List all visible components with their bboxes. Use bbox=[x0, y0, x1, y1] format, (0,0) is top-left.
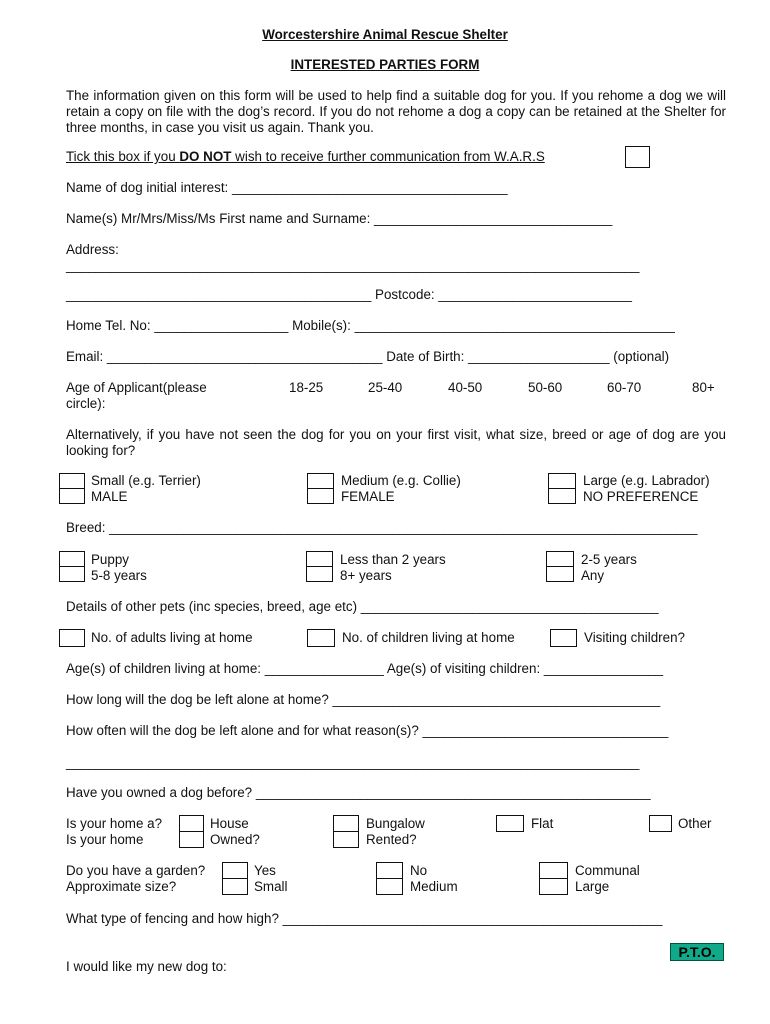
bungalow-label: Bungalow bbox=[366, 816, 425, 831]
dog-interest-field[interactable]: Name of dog initial interest: _____________________________________ bbox=[66, 180, 508, 195]
age-option[interactable]: 50-60 bbox=[528, 380, 563, 395]
other-pets-field[interactable]: Details of other pets (inc species, breed, age etc) ________________________________________ bbox=[66, 599, 659, 614]
optout-label: Tick this box if you DO NOT wish to receive further communication from W.A.R.S bbox=[66, 149, 545, 164]
yes-label: Yes bbox=[254, 863, 276, 878]
phone-field[interactable]: Home Tel. No: __________________ Mobile(s): ___________________________________________ bbox=[66, 318, 675, 333]
size-option-label: Medium (e.g. Collie) bbox=[341, 473, 461, 488]
age-label-cont: circle): bbox=[66, 396, 106, 411]
dog-age-label: 2-5 years bbox=[581, 552, 637, 567]
children-ages-field[interactable]: Age(s) of children living at home: ________________ Age(s) of visiting children: ________________ bbox=[66, 661, 664, 676]
address-line[interactable]: _____________________________________________________________________________ bbox=[66, 258, 640, 273]
sex-nopref-checkbox[interactable] bbox=[548, 488, 576, 504]
address-label: Address: bbox=[66, 242, 119, 257]
dog-age-label: Puppy bbox=[91, 552, 129, 567]
garden-label: Do you have a garden? bbox=[66, 863, 206, 878]
age-option[interactable]: 80+ bbox=[692, 380, 715, 395]
no-label: No bbox=[410, 863, 428, 878]
medium-label: Medium bbox=[410, 879, 458, 894]
garden-small-checkbox[interactable] bbox=[222, 878, 248, 895]
adults-label: No. of adults living at home bbox=[91, 630, 253, 645]
dog-age-label: Less than 2 years bbox=[340, 552, 446, 567]
children-box[interactable] bbox=[307, 629, 335, 647]
alone-often-field[interactable]: How often will the dog be left alone and for what reason(s)? _________________________________ bbox=[66, 723, 669, 738]
age-2-5-checkbox[interactable] bbox=[546, 551, 574, 567]
garden-no-checkbox[interactable] bbox=[376, 862, 403, 879]
size-option-label: Small (e.g. Terrier) bbox=[91, 473, 201, 488]
sex-female-checkbox[interactable] bbox=[307, 488, 334, 504]
pto-badge: P.T.O. bbox=[670, 943, 724, 961]
age-option[interactable]: 60-70 bbox=[607, 380, 642, 395]
owned-label: Owned? bbox=[210, 832, 260, 847]
dog-age-label: Any bbox=[581, 568, 605, 583]
communal-label: Communal bbox=[575, 863, 640, 878]
names-field[interactable]: Name(s) Mr/Mrs/Miss/Ms First name and Surname: ________________________________ bbox=[66, 211, 613, 226]
garden-medium-checkbox[interactable] bbox=[376, 878, 403, 895]
size-medium-checkbox[interactable] bbox=[307, 473, 334, 489]
owned-checkbox[interactable] bbox=[179, 831, 204, 848]
alternatively-text: Alternatively, if you have not seen the dog for you on your first visit, what size, breed or age of dog are you looking for? bbox=[66, 427, 726, 458]
age-any-checkbox[interactable] bbox=[546, 566, 574, 582]
form-title: Worcestershire Animal Rescue Shelter bbox=[262, 27, 508, 42]
form-subtitle: INTERESTED PARTIES FORM bbox=[290, 57, 480, 72]
house-label: House bbox=[210, 816, 249, 831]
adults-box[interactable] bbox=[59, 629, 85, 647]
garden-size-label: Approximate size? bbox=[66, 879, 177, 894]
size-option-label: Large (e.g. Labrador) bbox=[583, 473, 710, 488]
age-option[interactable]: 40-50 bbox=[448, 380, 483, 395]
address-postcode-line[interactable]: _________________________________________ Postcode: __________________________ bbox=[66, 287, 632, 302]
intro-text: The information given on this form will be used to help find a suitable dog for you. If you rehome a dog we will retain a copy on file with the dog’s record. If you do not rehome a dog a copy can be retained at the Shelter for three months, in case you visit us again. Thank you. bbox=[66, 88, 726, 135]
visiting-children-label: Visiting children? bbox=[584, 630, 685, 645]
alone-often-line[interactable]: _____________________________________________________________________________ bbox=[66, 755, 640, 770]
age-option[interactable]: 18-25 bbox=[289, 380, 324, 395]
home-type-label: Is your home a? bbox=[66, 816, 163, 831]
alone-long-field[interactable]: How long will the dog be left alone at home? ____________________________________________ bbox=[66, 692, 661, 707]
size-large-checkbox[interactable] bbox=[548, 473, 576, 489]
sex-option-label: FEMALE bbox=[341, 489, 395, 504]
garden-communal-checkbox[interactable] bbox=[539, 862, 568, 879]
age-label: Age of Applicant(please bbox=[66, 380, 207, 395]
owned-before-field[interactable]: Have you owned a dog before? _____________________________________________________ bbox=[66, 785, 651, 800]
small-label: Small bbox=[254, 879, 288, 894]
puppy-checkbox[interactable] bbox=[59, 551, 85, 567]
sex-male-checkbox[interactable] bbox=[59, 488, 85, 504]
under-2-checkbox[interactable] bbox=[306, 551, 333, 567]
bungalow-checkbox[interactable] bbox=[333, 815, 359, 832]
large-label: Large bbox=[575, 879, 610, 894]
garden-large-checkbox[interactable] bbox=[539, 878, 568, 895]
rented-checkbox[interactable] bbox=[333, 831, 359, 848]
sex-option-label: NO PREFERENCE bbox=[583, 489, 699, 504]
sex-option-label: MALE bbox=[91, 489, 128, 504]
home-tenure-label: Is your home bbox=[66, 832, 144, 847]
house-checkbox[interactable] bbox=[179, 815, 204, 832]
new-dog-label: I would like my new dog to: bbox=[66, 959, 227, 974]
age-option[interactable]: 25-40 bbox=[368, 380, 403, 395]
other-checkbox[interactable] bbox=[649, 815, 672, 832]
children-label: No. of children living at home bbox=[342, 630, 515, 645]
age-8plus-checkbox[interactable] bbox=[306, 566, 333, 582]
size-small-checkbox[interactable] bbox=[59, 473, 85, 489]
optout-checkbox[interactable] bbox=[625, 146, 650, 168]
flat-label: Flat bbox=[531, 816, 554, 831]
breed-field[interactable]: Breed: _______________________________________________________________________________ bbox=[66, 520, 698, 535]
garden-yes-checkbox[interactable] bbox=[222, 862, 248, 879]
fencing-field[interactable]: What type of fencing and how high? ___________________________________________________ bbox=[66, 911, 663, 926]
dog-age-label: 5-8 years bbox=[91, 568, 147, 583]
age-5-8-checkbox[interactable] bbox=[59, 566, 85, 582]
rented-label: Rented? bbox=[366, 832, 417, 847]
visiting-children-box[interactable] bbox=[550, 629, 577, 647]
dog-age-label: 8+ years bbox=[340, 568, 392, 583]
other-label: Other bbox=[678, 816, 712, 831]
email-dob-field[interactable]: Email: _____________________________________ Date of Birth: ___________________ (optional) bbox=[66, 349, 670, 364]
flat-checkbox[interactable] bbox=[496, 815, 524, 832]
